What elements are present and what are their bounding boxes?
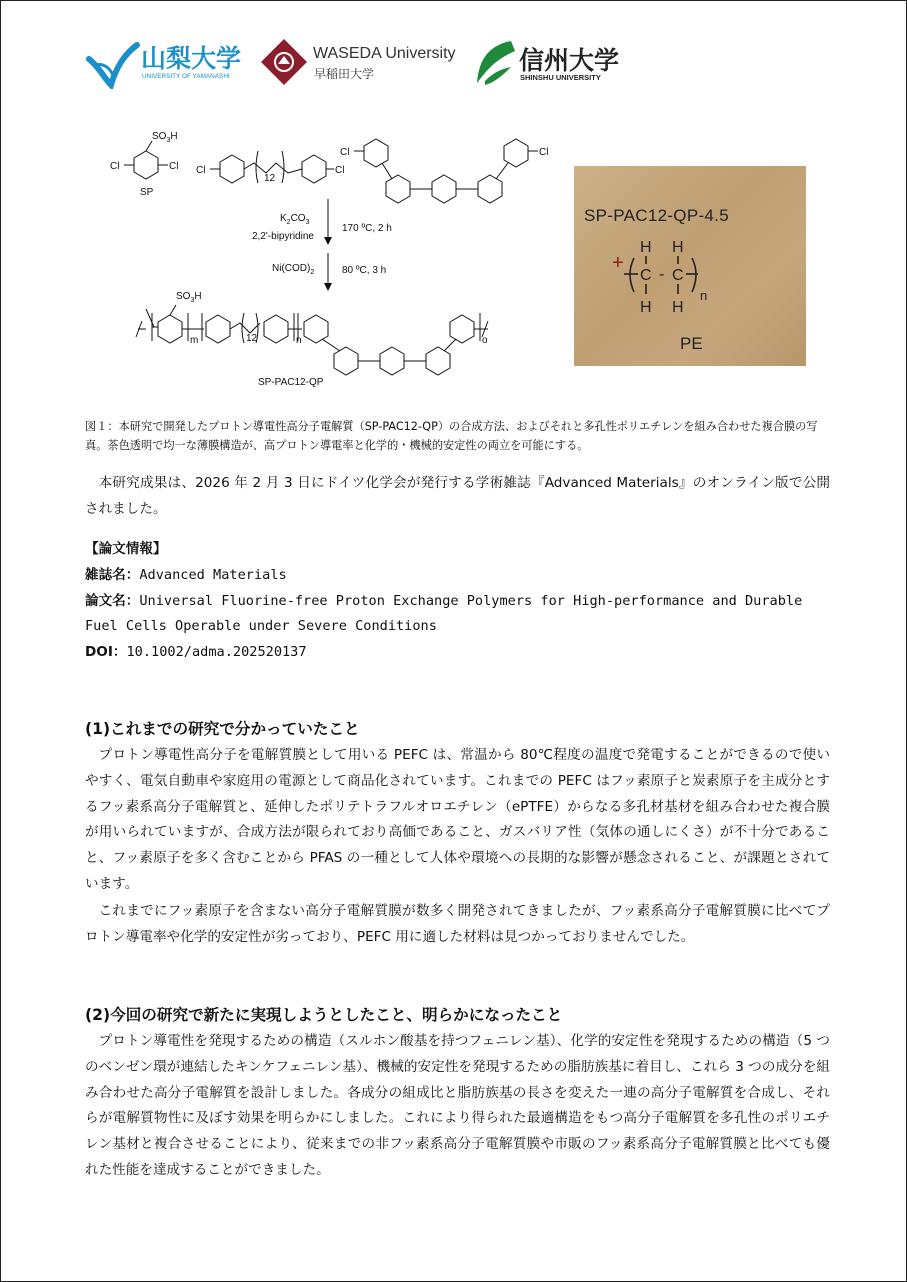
sp-so3h-label: $SO_3H$	[152, 131, 178, 144]
journal-line	[85, 563, 830, 589]
sp-ring	[134, 151, 158, 179]
shinshu-subtitle: SHINSHU UNIVERSITY	[520, 73, 601, 82]
shinshu-logo	[471, 37, 631, 89]
sp-cl-left: Cl	[110, 161, 120, 172]
shinshu-name: 信州大学	[519, 46, 620, 75]
reagent-bipyridine: 2,2'-bipyridine	[252, 231, 314, 242]
pe-h-top-right: H	[672, 239, 684, 256]
figure-caption: 図１：本研究で開発したプロトン導電性高分子電解質（SP-PAC12-QP）の合成方法、およびそれと多孔性ポリエチレンを組み合わせた複合膜の写真。茶色透明で均一な薄膜構造が、高プロトン導電率と化学的・機械的安定性の両立を可能にする。	[85, 420, 818, 452]
chain-subscript-12: 12	[264, 173, 276, 184]
subscript-n: n	[296, 335, 302, 346]
biphenyl-cl-left: Cl	[196, 165, 206, 176]
journal-name: Advanced Materials	[139, 566, 287, 583]
alkyl-chain	[244, 163, 302, 173]
pe-h-top-left: H	[640, 239, 652, 256]
section1-heading: (1)これまでの研究で分かっていたこと	[85, 720, 360, 738]
membrane-photo	[574, 166, 806, 366]
photo-pe-label: PE	[680, 334, 703, 353]
product-chain-12: 12	[246, 333, 258, 344]
product-so3h-label: $SO_3H$	[176, 291, 202, 304]
subscript-o: o	[482, 335, 488, 346]
title-label: 論文名：	[85, 592, 140, 609]
photo-plus-mark: +	[612, 252, 624, 274]
qp-cl-left: Cl	[340, 147, 350, 158]
qp-cl-right: Cl	[539, 147, 549, 158]
biphenyl-ring-left	[220, 155, 244, 183]
product-label: SP-PAC12-QP	[258, 377, 324, 388]
waseda-logo	[259, 37, 459, 89]
pe-subscript-n: n	[700, 288, 708, 303]
yamanashi-name: 山梨大学	[141, 44, 242, 73]
yamanashi-logo	[85, 37, 255, 89]
doi-value: 10.1002/adma.202520137	[126, 644, 307, 661]
sp-label: SP	[140, 187, 154, 198]
section2-paragraph1: プロトン導電性を発現するための構造（スルホン酸基を持つフェニレン基）、化学的安定性を発現するための構造（5 つのベンゼン環が連結したキンケフェニレン基）、機械的安定性を発現するための脂肪族基に着目し、これら 3 つの成分を組み合わせた高分子電解質を設計しました。各成分の組成比と脂肪族基の長さを変えた一連の高分子電解質を合成し、それらが電解質物性に及ぼす効果を明らかにしました。これにより得られた最適構造をもつ高分子電解質を多孔性のポリエチレン基材と複合させることにより、従来までの非フッ素系高分子電解質膜や市販のフッ素系高分子電解質膜と比べても優れた性能を達成することができました。	[85, 1033, 830, 1178]
photo-sample-label: SP-PAC12-QP-4.5	[584, 206, 729, 225]
paper-info-block	[85, 537, 830, 666]
shinshu-emblem-icon	[471, 37, 519, 89]
condition-2: 80 ºC, 3 h	[342, 265, 387, 276]
yamanashi-subtitle: UNIVERSITY OF YAMANASHI	[142, 73, 230, 80]
section2-heading: (2)今回の研究で新たに実現しようとしたこと、明らかになったこと	[85, 1006, 563, 1024]
sp-cl-right: Cl	[169, 161, 179, 172]
chain-bracket-right	[282, 151, 284, 183]
pe-h-bottom-right: H	[672, 299, 684, 316]
yamanashi-emblem-icon	[85, 37, 145, 89]
chain-bracket-left	[256, 151, 258, 183]
condition-1: 170 ºC, 2 h	[342, 223, 392, 234]
waseda-emblem-icon	[259, 37, 309, 87]
paper-info-heading: 【論文情報】	[85, 541, 167, 557]
subscript-m: m	[190, 335, 199, 346]
section1-paragraph2: これまでにフッ素原子を含まない高分子電解質膜が数多く開発されてきましたが、フッ素系高分子電解質膜に比べてプロトン導電率や化学的安定性が劣っており、PEFC 用に適した材料は見つかっておりませんでした。	[85, 903, 830, 945]
section1-paragraph1: プロトン導電性高分子を電解質膜として用いる PEFC は、常温から 80℃程度の温度で発電することができるので使いやすく、電気自動車や家庭用の電源として商品化されています。これまでの PEFC はフッ素原子と炭素原子を主成分とするフッ素系高分子電解質と、延伸したポリテトラフルオロエチレン（ePTFE）からなる多孔材基材を組み合わせた複合膜が用いられていますが、合成方法が限られており高価であること、ガスバリア性（気体の通しにくさ）が不十分であること、フッ素原子を多く含むことから PFAS の一種として人体や環境への長期的な影響が懸念されること、が課題とされています。	[85, 747, 830, 892]
biphenyl-cl-right: Cl	[335, 165, 345, 176]
title-line	[85, 589, 830, 641]
journal-label: 雑誌名：	[85, 566, 140, 583]
reagent-k2co3: $K_2CO_3$	[280, 213, 310, 226]
synthesis-scheme	[106, 129, 566, 399]
waseda-name: WASEDA University	[313, 45, 456, 62]
doi-label: DOI：	[85, 644, 127, 661]
pe-bond: -	[659, 266, 665, 283]
pe-c-left: C	[640, 267, 652, 284]
pe-h-bottom-left: H	[640, 299, 652, 316]
reagent-nicod2: $Ni(COD)_2$	[272, 263, 315, 276]
doi-line	[85, 640, 830, 666]
intro-paragraph: 本研究成果は、2026 年 2 月 3 日にドイツ化学会が発行する学術雑誌『Advanced Materials』のオンライン版で公開されました。	[85, 475, 830, 517]
biphenyl-ring-right	[302, 155, 326, 183]
pe-c-right: C	[672, 267, 684, 284]
paper-title: Universal Fluorine-free Proton Exchange Polymers for High-performance and Durable Fuel Cells Operable under Severe Conditions	[85, 592, 803, 635]
waseda-subtitle: 早稲田大学	[314, 67, 375, 81]
